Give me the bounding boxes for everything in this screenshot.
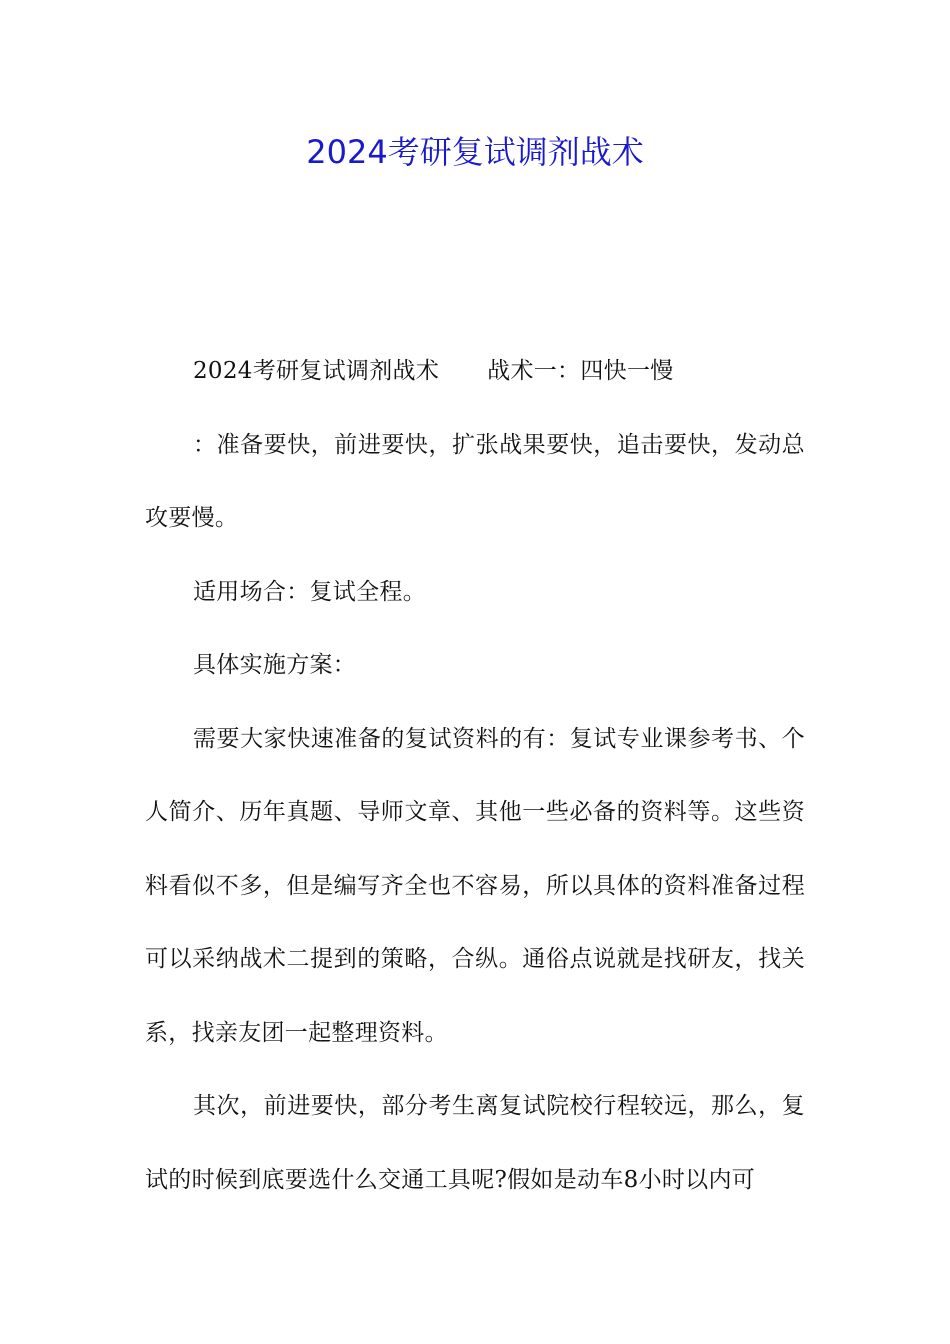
- document-body: [145, 335, 805, 1217]
- paragraph-heading-line: [145, 335, 805, 409]
- tactic-one-heading: 战术一：四快一慢: [487, 358, 674, 384]
- document-title: 2024考研复试调剂战术: [306, 133, 644, 171]
- paragraph-plan-heading: 具体实施方案：: [193, 652, 357, 678]
- paragraph-materials: 需要大家快速准备的复试资料的有：复试专业课参考书、个人简介、历年真题、导师文章、其他一些必备的资料等。这些资料看似不多，但是编写齐全也不容易，所以具体的资料准备过程可以采纳战术二提到的策略，合纵。通俗点说就是找研友，找关系，找亲友团一起整理资料。: [145, 725, 805, 1046]
- paragraph-applicable-scene: 适用场合：复试全程。: [193, 578, 426, 605]
- paragraph-heading-text: 2024考研复试调剂战术: [193, 358, 440, 384]
- paragraph-tactic-summary: ：准备要快，前进要快，扩张战果要快，追击要快，发动总攻要慢。: [145, 431, 805, 531]
- paragraph-travel: 其次，前进要快，部分考生离复试院校行程较远，那么，复试的时候到底要选什么交通工具呢?假如是动车8小时以内可: [145, 1093, 805, 1193]
